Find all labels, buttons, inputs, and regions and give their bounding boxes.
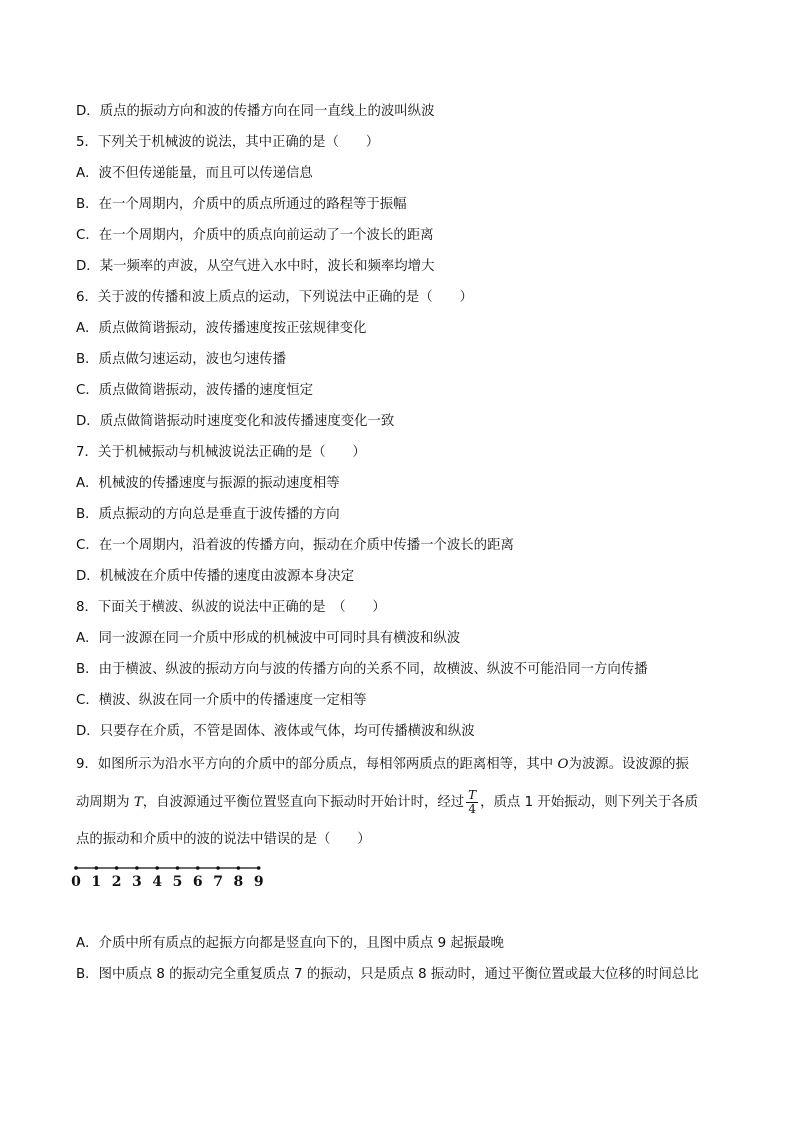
option-c-q8: C．横波、纵波在同一介质中的传播速度一定相等: [76, 693, 367, 708]
particle-dot: [115, 866, 119, 870]
question-7: 7．关于机械振动与机械波说法正确的是（ ）: [76, 445, 366, 460]
particle-dot: [74, 866, 78, 870]
option-a-q6: A．质点做简谐振动，波传播速度按正弦规律变化: [76, 321, 367, 336]
option-d-q4: D．质点的振动方向和波的传播方向在同一直线上的波叫纵波: [76, 104, 435, 119]
q9-var-o: O: [557, 757, 569, 772]
particle-dot: [216, 866, 220, 870]
q9-text: 动周期为: [76, 795, 134, 810]
particle-line-svg: [72, 860, 272, 894]
question-9-line-1: [76, 755, 689, 775]
option-a-q8: A．同一波源在同一介质中形成的机械波中可同时具有横波和纵波: [76, 631, 461, 646]
particle-label: 8: [233, 874, 244, 890]
question-9-line-3: 点的振动和介质中的波的说法中错误的是（ ）: [76, 832, 371, 847]
option-c-q7: C．在一个周期内，沿着波的传播方向，振动在介质中传播一个波长的距离: [76, 538, 514, 553]
option-d-q8: D．只要存在介质，不管是固体、液体或气体，均可传播横波和纵波: [76, 724, 475, 739]
particle-label: 0: [71, 874, 81, 890]
particle-label: 2: [111, 874, 122, 890]
particle-dot: [135, 866, 139, 870]
particle-label: 6: [192, 874, 203, 890]
q9-text: 为波源。设波源的振: [568, 757, 689, 772]
particle-dot: [196, 866, 200, 870]
question-6: 6．关于波的传播和波上质点的运动，下列说法中正确的是（ ）: [76, 290, 473, 305]
particle-dot: [95, 866, 99, 870]
option-c-q6: C．质点做简谐振动，波传播的速度恒定: [76, 383, 313, 398]
option-c-q5: C．在一个周期内，介质中的质点向前运动了一个波长的距离: [76, 228, 434, 243]
particle-label: 5: [172, 874, 183, 890]
option-b-q9: B．图中质点 8 的振动完全重复质点 7 的振动，只是质点 8 振动时，通过平衡位置或最大位移的时间总比: [76, 967, 699, 982]
particle-dot: [155, 866, 159, 870]
particle-label: 7: [213, 874, 223, 890]
particle-dot: [257, 866, 261, 870]
question-8: 8．下面关于横波、纵波的说法中正确的是 （ ）: [76, 600, 386, 615]
particle-label: 4: [152, 874, 163, 890]
option-d-q6: D．质点做简谐振动时速度变化和波传播速度变化一致: [76, 414, 395, 429]
option-b-q6: B．质点做匀速运动，波也匀速传播: [76, 352, 287, 367]
option-b-q8: B．由于横波、纵波的振动方向与波的传播方向的关系不同，故横波、纵波不可能沿同一方向传播: [76, 662, 648, 677]
particle-label: 9: [253, 874, 264, 890]
fraction-numerator: T: [468, 787, 477, 802]
fraction-denominator: 4: [468, 801, 476, 816]
option-d-q7: D．机械波在介质中传播的速度由波源本身决定: [76, 569, 355, 584]
option-d-q5: D．某一频率的声波，从空气进入水中时，波长和频率均增大: [76, 259, 435, 274]
particle-line-figure: [72, 860, 272, 894]
option-b-q5: B．在一个周期内，介质中的质点所通过的路程等于振幅: [76, 197, 407, 212]
fraction-t-over-4: [466, 789, 478, 816]
particle-dot: [176, 866, 180, 870]
particle-label: 1: [91, 874, 102, 890]
question-9-line-2: [76, 788, 698, 818]
q9-text: ，质点 1 开始振动，则下列关于各质: [480, 795, 699, 810]
option-a-q5: A．波不但传递能量，而且可以传递信息: [76, 166, 313, 181]
question-5: 5．下列关于机械波的说法，其中正确的是（ ）: [76, 135, 380, 150]
option-a-q9: A．介质中所有质点的起振方向都是竖直向下的，且图中质点 9 起振最晚: [76, 936, 504, 951]
q9-text: ，自波源通过平衡位置竖直向下振动时开始计时，经过: [142, 795, 465, 810]
q9-var-t: T: [133, 795, 143, 810]
particle-label: 3: [132, 874, 142, 890]
option-a-q7: A．机械波的传播速度与振源的振动速度相等: [76, 476, 340, 491]
q9-text: 9．如图所示为沿水平方向的介质中的部分质点，每相邻两质点的距离相等，其中: [76, 757, 558, 772]
option-b-q7: B．质点振动的方向总是垂直于波传播的方向: [76, 507, 340, 522]
particle-dot: [237, 866, 241, 870]
